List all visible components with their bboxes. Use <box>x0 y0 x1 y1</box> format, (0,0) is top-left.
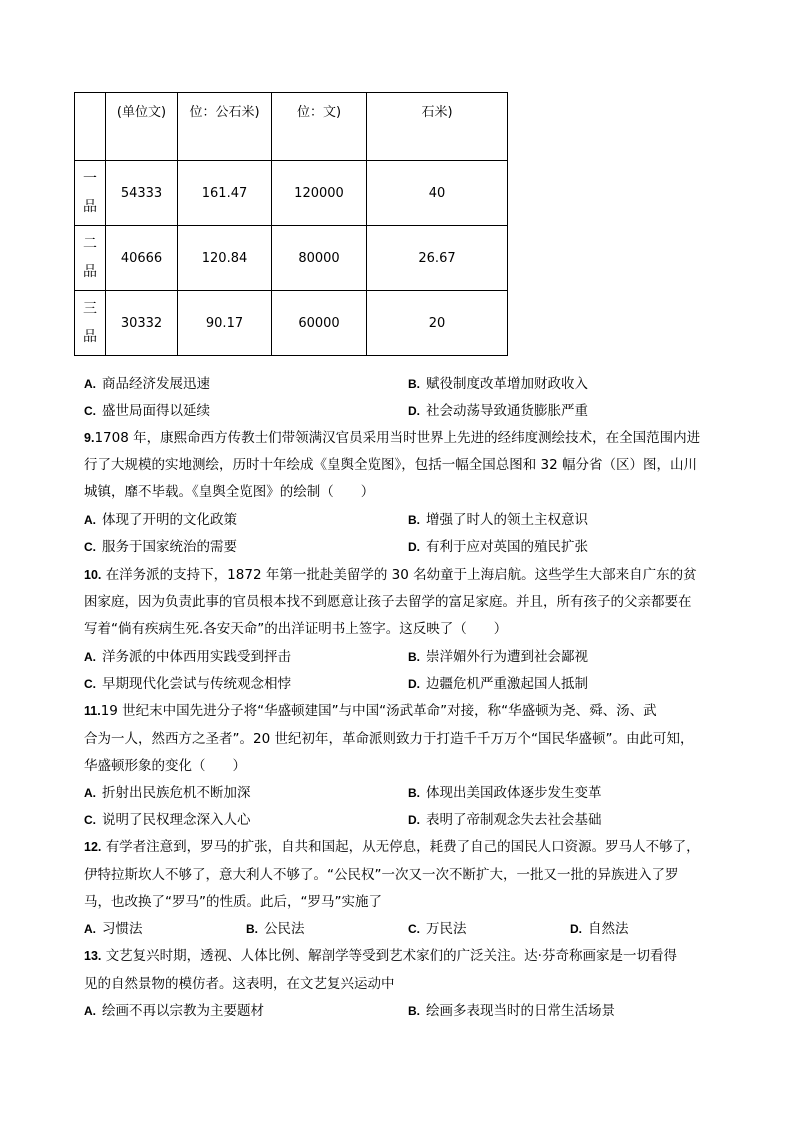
q10-option-b[interactable]: B. 崇洋媚外行为遭到社会鄙视 <box>408 649 588 665</box>
row-label: 三 品 <box>75 291 106 356</box>
q9-stem-line: 9.1708 年，康熙命西方传教士们带领满汉官员采用当时世界上先进的经纬度测绘技术，在全国范围内进 <box>84 430 701 446</box>
q11-option-b[interactable]: B. 体现出美国政体逐步发生变革 <box>408 785 602 801</box>
table-cell: 20 <box>367 291 508 356</box>
table-header-cell: 位：文) <box>272 93 367 161</box>
table-header-row <box>75 93 508 161</box>
q12-stem-line: 伊特拉斯坎人不够了，意大利人不够了。“公民权”一次又一次不断扩大，一批又一批的异族进入了罗 <box>84 867 679 883</box>
q10-stem-line: 写着“倘有疾病生死.各安天命”的出洋证明书上签字。这反映了（ ） <box>84 621 508 637</box>
q10-stem-line: 困家庭，因为负责此事的官员根本找不到愿意让孩子去留学的富足家庭。并且，所有孩子的父亲都要在 <box>84 594 692 610</box>
row-label: 一 品 <box>75 161 106 226</box>
table-cell: 40 <box>367 161 508 226</box>
table-cell: 161.47 <box>178 161 272 226</box>
q11-stem-line: 华盛顿形象的变化（ ） <box>84 758 246 774</box>
q10-option-d[interactable]: D. 边疆危机严重激起国人抵制 <box>408 676 588 692</box>
q9-option-a[interactable]: A. 体现了开明的文化政策 <box>84 512 237 528</box>
table-cell: 60000 <box>272 291 367 356</box>
q9-stem-line: 行了大规模的实地测绘，历时十年绘成《皇舆全览图》，包括一幅全国总图和 32 幅分省（区）图，山川 <box>84 457 698 473</box>
table-cell: 120.84 <box>178 226 272 291</box>
q12-option-b[interactable]: B. 公民法 <box>246 921 305 937</box>
q11-option-a[interactable]: A. 折射出民族危机不断加深 <box>84 785 251 801</box>
table-cell: 80000 <box>272 226 367 291</box>
table-cell: 30332 <box>106 291 178 356</box>
q12-option-d[interactable]: D. 自然法 <box>570 921 629 937</box>
q10-option-a[interactable]: A. 洋务派的中体西用实践受到抨击 <box>84 649 291 665</box>
q11-stem-line: 合为一人，然西方之圣者”。20 世纪初年，革命派则致力于打造千千万万个“国民华盛顿”。由此可知， <box>84 731 694 747</box>
q13-stem-line: 见的自然景物的模仿者。这表明，在文艺复兴运动中 <box>84 976 395 992</box>
q9-option-c[interactable]: C. 服务于国家统治的需要 <box>84 539 237 555</box>
table-row <box>75 226 508 291</box>
table-header-cell: (单位文) <box>106 93 178 161</box>
table-cell: 54333 <box>106 161 178 226</box>
q9-option-d[interactable]: D. 有利于应对英国的殖民扩张 <box>408 539 588 555</box>
q11-stem-line: 11.19 世纪末中国先进分子将“华盛顿建国”与中国“汤武革命”对接，称“华盛顿为尧、舜、汤、武 <box>84 703 657 719</box>
q12-option-c[interactable]: C. 万民法 <box>408 921 467 937</box>
q13-stem-line: 13. 文艺复兴时期，透视、人体比例、解剖学等受到艺术家们的广泛关注。达·芬奇称画家是一切看得 <box>84 948 677 964</box>
q8-option-a[interactable]: A. 商品经济发展迅速 <box>84 376 210 392</box>
table-header-cell <box>75 93 106 161</box>
q12-option-a[interactable]: A. 习惯法 <box>84 921 143 937</box>
q13-option-b[interactable]: B. 绘画多表现当时的日常生活场景 <box>408 1003 615 1019</box>
q12-stem-line: 12. 有学者注意到，罗马的扩张，自共和国起，从无停息，耗费了自己的国民人口资源。罗马人不够了， <box>84 839 700 855</box>
row-label: 二 品 <box>75 226 106 291</box>
q8-option-b[interactable]: B. 赋役制度改革增加财政收入 <box>408 376 588 392</box>
q11-option-c[interactable]: C. 说明了民权理念深入人心 <box>84 812 251 828</box>
q11-option-d[interactable]: D. 表明了帝制观念失去社会基础 <box>408 812 602 828</box>
table-cell: 90.17 <box>178 291 272 356</box>
table-row <box>75 161 508 226</box>
q10-stem-line: 10. 在洋务派的支持下，1872 年第一批赴美留学的 30 名幼童于上海启航。这些学生大部来自广东的贫 <box>84 567 697 583</box>
q8-option-c[interactable]: C. 盛世局面得以延续 <box>84 403 210 419</box>
q8-option-d[interactable]: D. 社会动荡导致通货膨胀严重 <box>408 403 588 419</box>
table-row <box>75 291 508 356</box>
table-header-cell: 石米) <box>367 93 508 161</box>
grade-salary-table <box>74 92 508 356</box>
q9-stem-line: 城镇，靡不毕载。《皇舆全览图》的绘制（ ） <box>84 484 375 500</box>
q12-stem-line: 马，也改换了“罗马”的性质。此后，“罗马”实施了 <box>84 894 382 910</box>
table-header-cell: 位：公石米) <box>178 93 272 161</box>
q10-option-c[interactable]: C. 早期现代化尝试与传统观念相悖 <box>84 676 291 692</box>
table-cell: 120000 <box>272 161 367 226</box>
table-cell: 40666 <box>106 226 178 291</box>
table-cell: 26.67 <box>367 226 508 291</box>
q9-option-b[interactable]: B. 增强了时人的领土主权意识 <box>408 512 588 528</box>
q13-option-a[interactable]: A. 绘画不再以宗教为主要题材 <box>84 1003 264 1019</box>
